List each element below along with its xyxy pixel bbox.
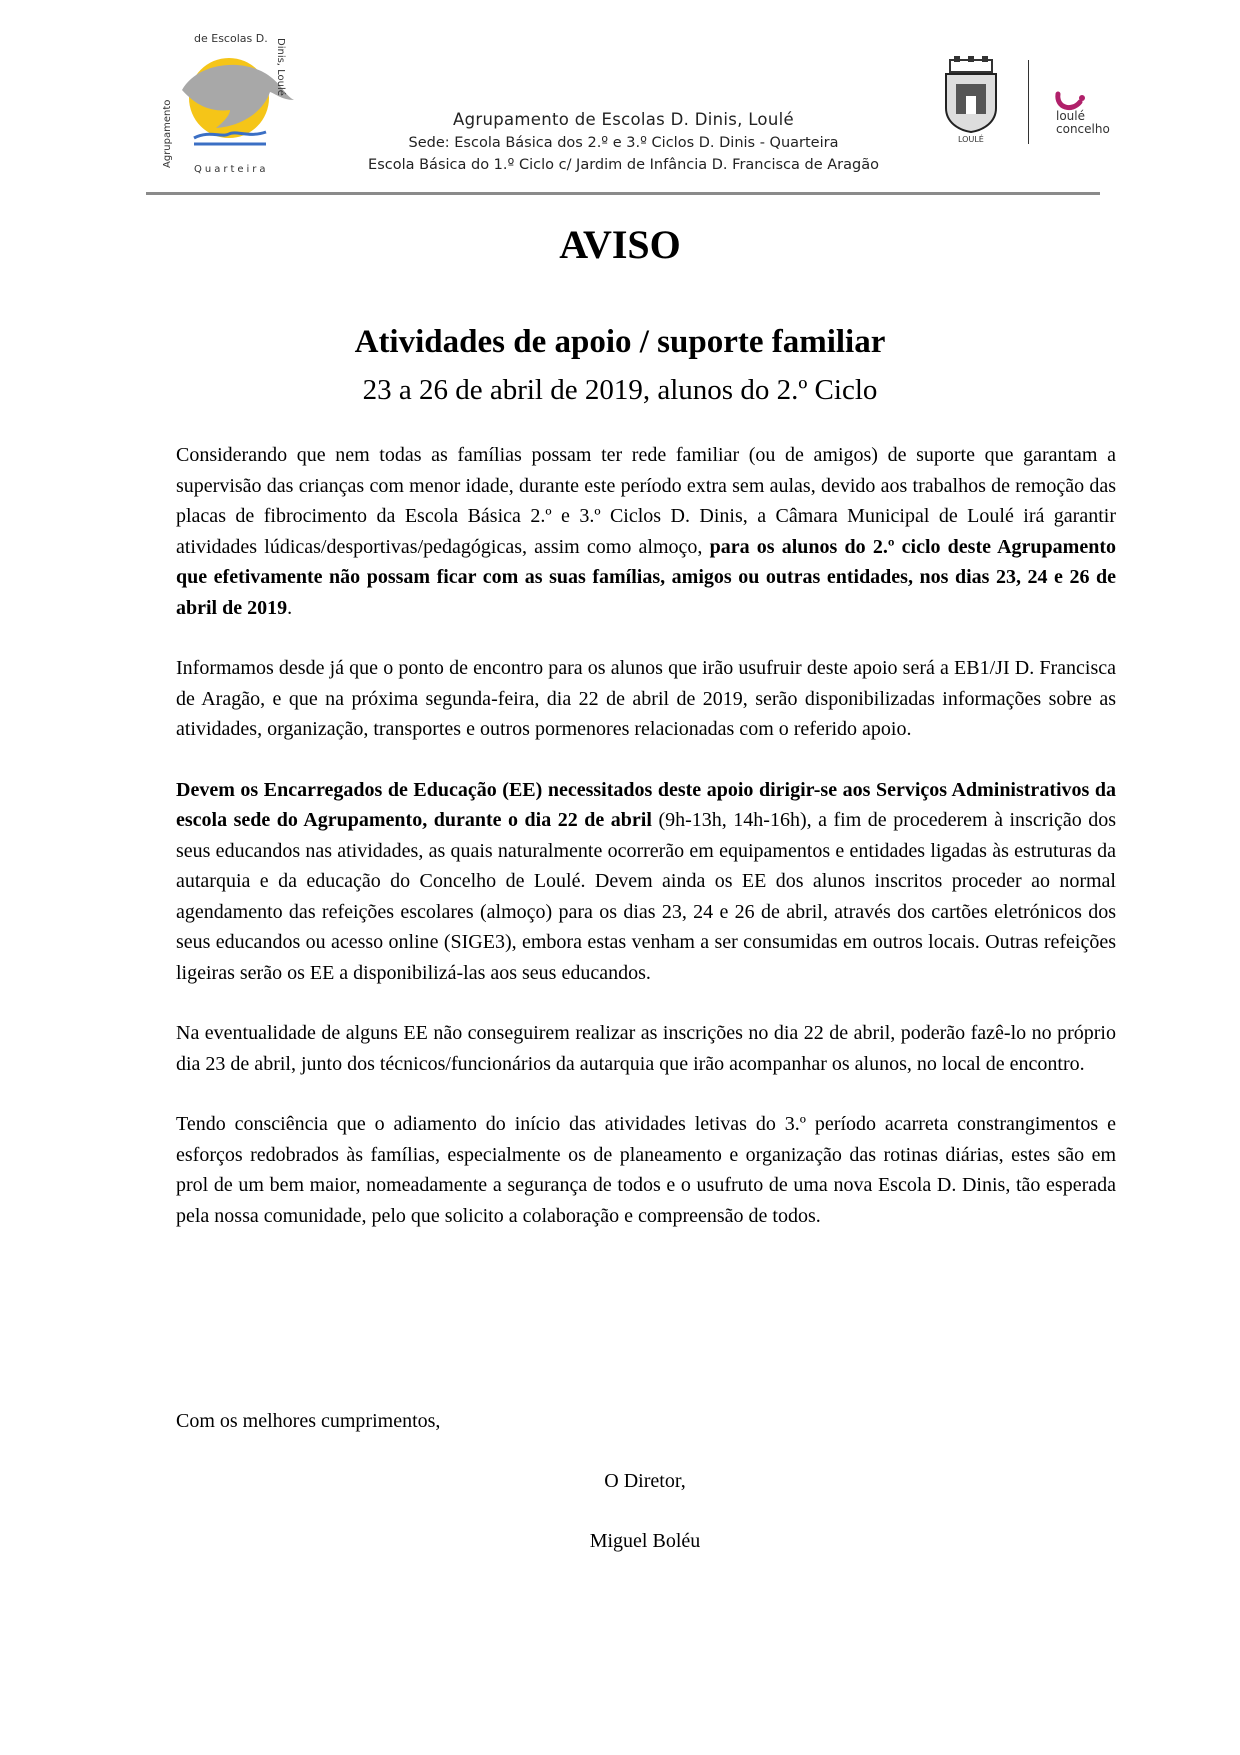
- signature-name: Miguel Boléu: [589, 1530, 701, 1552]
- paragraph-4: Na eventualidade de alguns EE não conseguirem realizar as inscrições no dia 22 de abril, poderão fazê-lo no próprio dia 23 de abril, junto dos técnicos/funcionários da autarquia que irão acompanhar os alunos, no local de encontro.: [176, 1022, 1116, 1075]
- paragraph-5: Tendo consciência que o adiamento do início das atividades letivas do 3.º período acarreta constrangimentos e esforços redobrados às famílias, especialmente os de planeamento e organização das rotinas diárias, estes são em prol de um bem maior, nomeadamente a segurança de todos e o usufruto de uma nova Escola D. Dinis, tão esperada pela nossa comunidade, pelo que solicito a colaboração e compreensão de todos.: [176, 1113, 1116, 1227]
- notice-subtitle: Atividades de apoio / suporte familiar: [354, 324, 886, 360]
- signature-role: O Diretor,: [604, 1470, 686, 1492]
- logo-text-left: Agrupamento: [162, 99, 173, 168]
- logo-text-right: Dinis, Loulé: [275, 38, 286, 96]
- paragraph-2: Informamos desde já que o ponto de encontro para os alunos que irão usufruir deste apoio será a EB1/JI D. Francisca de Aragão, e que na próxima segunda-feira, dia 22 de abril de 2019, serão disponibilizadas informações sobre as atividades, organização, transportes e outros pormenores relacionadas com o referido apoio.: [176, 657, 1116, 740]
- closing-salutation: Com os melhores cumprimentos,: [176, 1410, 441, 1432]
- header-rule: [146, 192, 1100, 195]
- paragraph-1: Considerando que nem todas as famílias possam ter rede familiar (ou de amigos) de suporte que garantam a supervisão das crianças com menor idade, durante este período extra sem aulas, devido aos trabalhos de remoção das placas de fibrocimento da Escola Básica 2.º e 3.º Ciclos D. Dinis, a Câmara Municipal de Loulé irá garantir atividades lúdicas/desportivas/pedagógicas, assim como almoço, para os alunos do 2.º ciclo deste Agrupamento que efetivamente não possam ficar com as suas famílias, amigos ou outras entidades, nos dias 23, 24 e 26 de abril de 2019.: [176, 444, 1116, 619]
- header-divider: [1028, 60, 1029, 144]
- notice-title: AVISO: [559, 222, 681, 267]
- school-seat: Sede: Escola Básica dos 2.º e 3.º Ciclos D. Dinis - Quarteira: [408, 135, 839, 151]
- school-group-name: Agrupamento de Escolas D. Dinis, Loulé: [453, 110, 794, 129]
- notice-dates: 23 a 26 de abril de 2019, alunos do 2.º Ciclo: [362, 374, 878, 406]
- logo-text-top: de Escolas D.: [194, 32, 268, 45]
- crest-label: LOULÉ: [958, 135, 984, 144]
- notice-body: [176, 440, 1116, 1261]
- municipal-crest-icon: [936, 56, 1006, 144]
- paragraph-3: Devem os Encarregados de Educação (EE) necessitados deste apoio dirigir-se aos Serviços Administrativos da escola sede do Agrupamento, durante o dia 22 de abril (9h-13h, 14h-16h), a fim de procederem à inscrição dos seus educandos nas atividades, as quais naturalmente ocorrerão em equipamentos e entidades ligadas às estruturas da autarquia e da educação do Concelho de Loulé. Devem ainda os EE dos alunos inscritos proceder ao normal agendamento das refeições escolares (almoço) para os dias 23, 24 e 26 de abril, através dos cartões eletrónicos dos seus educandos ou acesso online (SIGE3), embora estas venham a ser consumidas em outros locais. Outras refeições ligeiras serão os EE a disponibilizá-las aos seus educandos.: [176, 778, 1116, 984]
- school-dolphin-logo: [154, 30, 299, 185]
- letterhead-text: [326, 108, 921, 176]
- logo-text-bottom: Quarteira: [194, 164, 269, 175]
- waves-icon: [194, 132, 266, 144]
- school-primary: Escola Básica do 1.º Ciclo c/ Jardim de Infância D. Francisca de Aragão: [368, 157, 879, 173]
- letterhead: [146, 30, 1110, 190]
- loule-swoosh-icon: [1058, 94, 1080, 108]
- loule-wordmark: loulé concelho: [1056, 109, 1110, 136]
